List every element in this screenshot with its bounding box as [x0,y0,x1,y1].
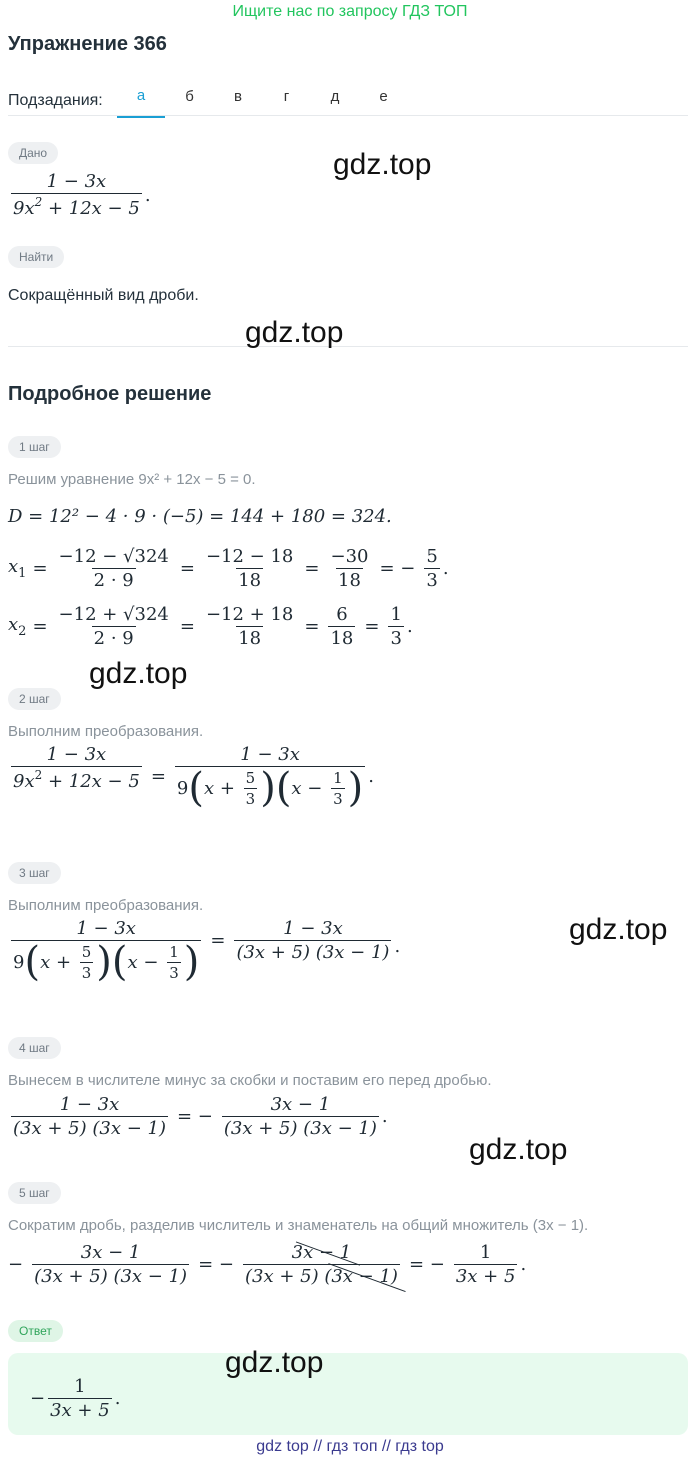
watermark-5: gdz.top [469,1133,568,1166]
step-5-formula: − $\frac{3x - 1}{(3x + 5) (3x - 1)}$ = − $\frac{3x - 1}{(3x + 5) (3x - 1)}$ = − $\frac{1}{3x + 5}$ . [8,1242,527,1287]
subtask-tab-e[interactable]: е [379,88,388,105]
step-2-chip: 2 шаг [8,688,61,710]
subtask-tab-g[interactable]: г [283,88,290,105]
find-chip: Найти [8,246,64,268]
subtask-tab-a[interactable]: а [117,84,166,118]
find-text: Сокращённый вид дроби. [8,287,199,304]
section-divider [8,346,688,347]
watermark-2: gdz.top [245,316,344,349]
given-fraction: $\frac{1 - 3x}{9x^2 + 12x - 5}$ . [13,171,151,219]
subtask-tab-b[interactable]: б [185,88,194,105]
step-3-formula: 1 − 3x 9 ( x + $\frac{5}{3}$ ) ( x − $\frac{1}{3}$ ) = $\frac{1 - 3x}{(3x + 5) (3x - 1)}$ . [13,918,401,985]
subtask-tabs [8,84,408,118]
step-4-formula: $\frac{1 - 3x}{(3x + 5) (3x - 1)}$ = − $\frac{3x - 1}{(3x + 5) (3x - 1)}$ . [13,1094,388,1139]
watermark-3: gdz.top [89,657,188,690]
step-3-intro: Выполним преобразования. [8,897,204,914]
subtask-tab-v[interactable]: в [234,88,242,105]
footer-links[interactable]: gdz top // гдз топ // гдз top [256,1438,444,1455]
step-1-chip: 1 шаг [8,436,61,458]
step-5-chip: 5 шаг [8,1182,61,1204]
step-4-chip: 4 шаг [8,1037,61,1059]
step-3-chip: 3 шаг [8,862,61,884]
subtask-tab-d[interactable]: д [330,88,340,105]
watermark-6: gdz.top [225,1346,324,1379]
step-5-intro: Сократим дробь, разделив числитель и знаменатель на общий множитель (3x − 1). [8,1217,589,1234]
step-4-intro: Вынесем в числителе минус за скобки и поставим его перед дробью. [8,1072,492,1089]
watermark-1: gdz.top [333,148,432,181]
given-chip: Дано [8,142,58,164]
root-x1-formula: $x_1$ = $\frac{-12 - √324}{2 \cdot 9}$ = $\frac{-12 - 18}{18}$ = $\frac{-30}{18}$ = − $\frac{5}{3}$ . [8,546,449,591]
exercise-title: Упражнение 366 [8,33,167,55]
tabs-divider [8,115,688,116]
step-2-formula: $\frac{1 - 3x}{9x^2 + 12x - 5}$ = 1 − 3x 9 ( x + $\frac{5}{3}$ ) ( x − $\frac{1}{3}$ ) . [13,744,374,811]
step-2-intro: Выполним преобразования. [8,723,204,740]
promo-banner[interactable]: Ищите нас по запросу ГДЗ ТОП [232,3,468,20]
answer-formula: − $\frac{1}{3x + 5}$ . [30,1376,121,1421]
subtasks-label: Подзадания: [8,92,103,109]
solution-title: Подробное решение [8,383,212,405]
discriminant-formula: D = 12² − 4 · 9 · (−5) = 144 + 180 = 324. [8,506,392,527]
watermark-4: gdz.top [569,913,668,946]
root-x2-formula: $x_2$ = $\frac{-12 + √324}{2 \cdot 9}$ = $\frac{-12 + 18}{18}$ = $\frac{6}{18}$ = $\frac{1}{3}$ . [8,604,413,649]
step-1-intro: Решим уравнение 9x² + 12x − 5 = 0. [8,471,256,488]
answer-chip: Ответ [8,1320,63,1342]
